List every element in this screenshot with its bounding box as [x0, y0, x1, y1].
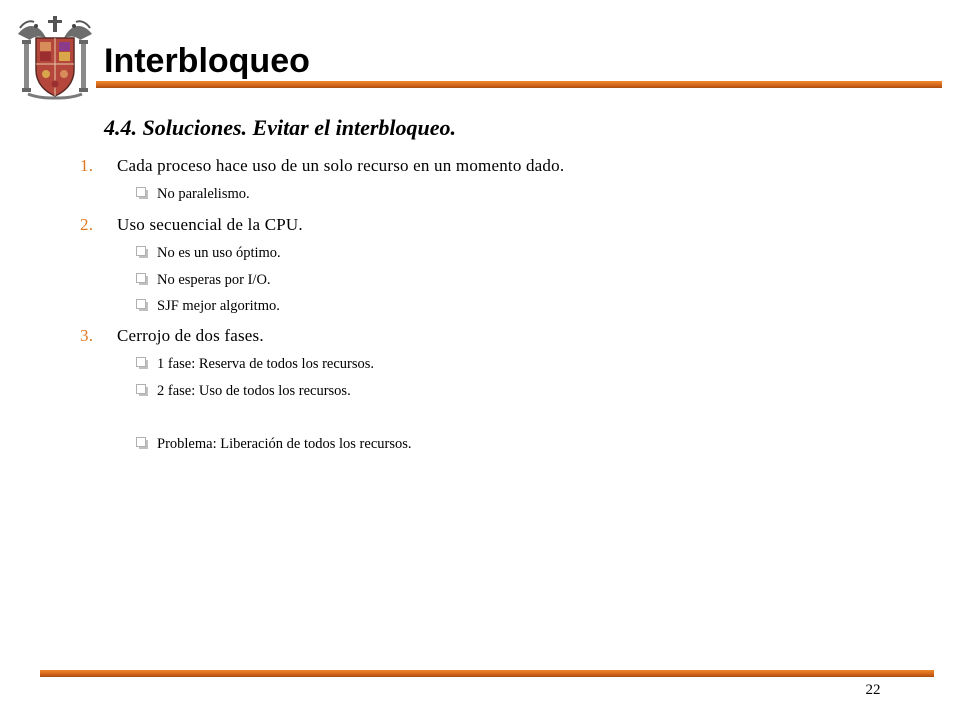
list-item [80, 155, 564, 177]
sub-list-text: No es un uso óptimo. [157, 245, 281, 261]
sub-list-item [136, 184, 250, 204]
sub-list-text: No esperas por I/O. [157, 272, 271, 288]
list-item [80, 325, 264, 347]
checkbox-bullet-icon [136, 435, 148, 447]
sub-list-item [136, 296, 280, 316]
slide-title: Interbloqueo [104, 42, 310, 80]
list-item-text: Cerrojo de dos fases. [117, 326, 264, 345]
sub-list-text: 2 fase: Uso de todos los recursos. [157, 383, 351, 399]
university-crest-icon [14, 14, 96, 100]
sub-list-text: Problema: Liberación de todos los recursos. [157, 436, 412, 452]
list-item-text: Cada proceso hace uso de un solo recurso en un momento dado. [117, 156, 565, 175]
sub-list-text: 1 fase: Reserva de todos los recursos. [157, 356, 375, 372]
page-number: 22 [865, 682, 881, 698]
sub-list-item [136, 354, 374, 374]
sub-list-item [136, 381, 351, 401]
checkbox-bullet-icon [136, 382, 148, 394]
list-item [80, 214, 303, 236]
title-divider [96, 81, 942, 88]
sub-list-item [136, 270, 271, 290]
list-number: 2. [80, 215, 94, 234]
checkbox-bullet-icon [136, 271, 148, 283]
footer-divider [40, 670, 934, 677]
slide-subtitle: 4.4. Soluciones. Evitar el interbloqueo. [104, 115, 457, 140]
sub-list-text: SJF mejor algoritmo. [157, 298, 280, 314]
list-number: 1. [80, 156, 94, 175]
checkbox-bullet-icon [136, 185, 148, 197]
checkbox-bullet-icon [136, 355, 148, 367]
sub-list-text: No paralelismo. [157, 186, 250, 202]
sub-list-item [136, 243, 281, 263]
sub-list-item [136, 434, 412, 454]
list-number: 3. [80, 326, 94, 345]
checkbox-bullet-icon [136, 297, 148, 309]
checkbox-bullet-icon [136, 244, 148, 256]
list-item-text: Uso secuencial de la CPU. [117, 215, 303, 234]
